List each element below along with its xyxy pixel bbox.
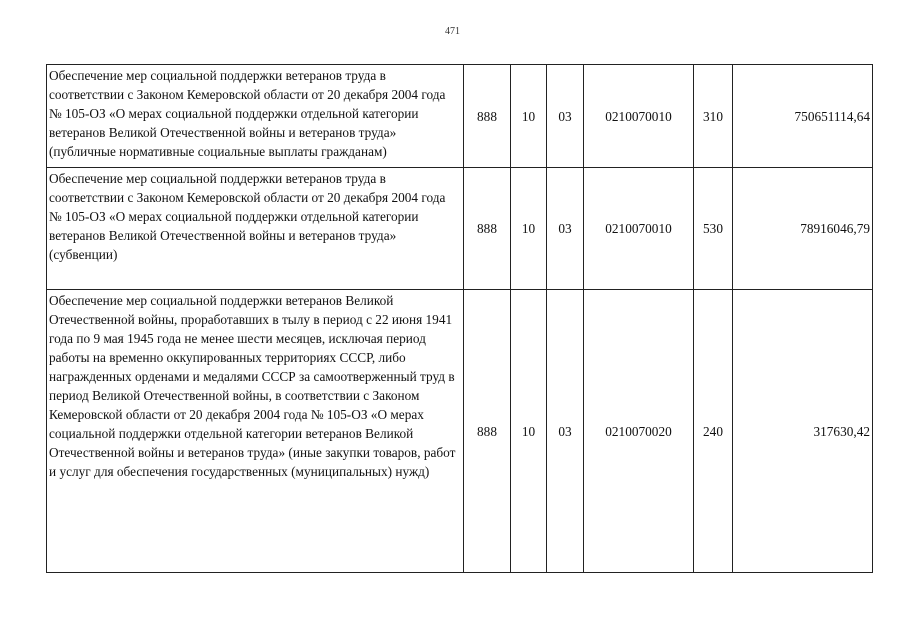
subsection-code-cell: 03 bbox=[547, 65, 584, 168]
amount-cell: 317630,42 bbox=[733, 290, 873, 573]
table-row bbox=[47, 290, 873, 573]
target-article-cell: 0210070020 bbox=[584, 290, 694, 573]
amount-cell: 78916046,79 bbox=[733, 168, 873, 290]
ministry-code-cell: 888 bbox=[464, 65, 511, 168]
section-code-cell: 10 bbox=[511, 290, 547, 573]
budget-table bbox=[46, 64, 873, 573]
expense-type-cell: 240 bbox=[694, 290, 733, 573]
description-cell: Обеспечение мер социальной поддержки ветеранов Великой Отечественной войны, проработавших в тылу в период с 22 июня 1941 года по 9 мая 1945 года не менее шести месяцев, исключая период работы на временно оккупированных территориях СССР, либо награжденных орденами и медалями СССР за самоотверженный труд в период Великой Отечественной войны, в соответствии с Законом Кемеровской области от 20 декабря 2004 года № 105-ОЗ «О мерах социальной поддержки отдельной категории ветеранов Великой Отечественной войны и ветеранов труда» (иные закупки товаров, работ и услуг для обеспечения государственных (муниципальных) нужд) bbox=[47, 290, 464, 573]
description-text: Обеспечение мер социальной поддержки ветеранов труда в соответствии с Законом Кемеровской области от 20 декабря 2004 года № 105-ОЗ «О мерах социальной поддержки отдельной категории ветеранов Великой Отечественной войны и ветеранов труда» (публичные нормативные социальные выплаты гражданам) bbox=[49, 68, 446, 159]
ministry-code-cell: 888 bbox=[464, 168, 511, 290]
amount-cell: 750651114,64 bbox=[733, 65, 873, 168]
section-code-cell: 10 bbox=[511, 65, 547, 168]
subsection-code-cell: 03 bbox=[547, 168, 584, 290]
page-number: 471 bbox=[445, 26, 460, 37]
table-row bbox=[47, 168, 873, 290]
table-row bbox=[47, 65, 873, 168]
expense-type-cell: 530 bbox=[694, 168, 733, 290]
ministry-code-cell: 888 bbox=[464, 290, 511, 573]
description-cell bbox=[47, 65, 464, 168]
description-cell: Обеспечение мер социальной поддержки ветеранов труда в соответствии с Законом Кемеровской области от 20 декабря 2004 года № 105-ОЗ «О мерах социальной поддержки отдельной категории ветеранов Великой Отечественной войны и ветеранов труда» (субвенции) bbox=[47, 168, 464, 290]
target-article-cell: 0210070010 bbox=[584, 168, 694, 290]
target-article-cell: 0210070010 bbox=[584, 65, 694, 168]
expense-type-cell: 310 bbox=[694, 65, 733, 168]
subsection-code-cell: 03 bbox=[547, 290, 584, 573]
section-code-cell: 10 bbox=[511, 168, 547, 290]
